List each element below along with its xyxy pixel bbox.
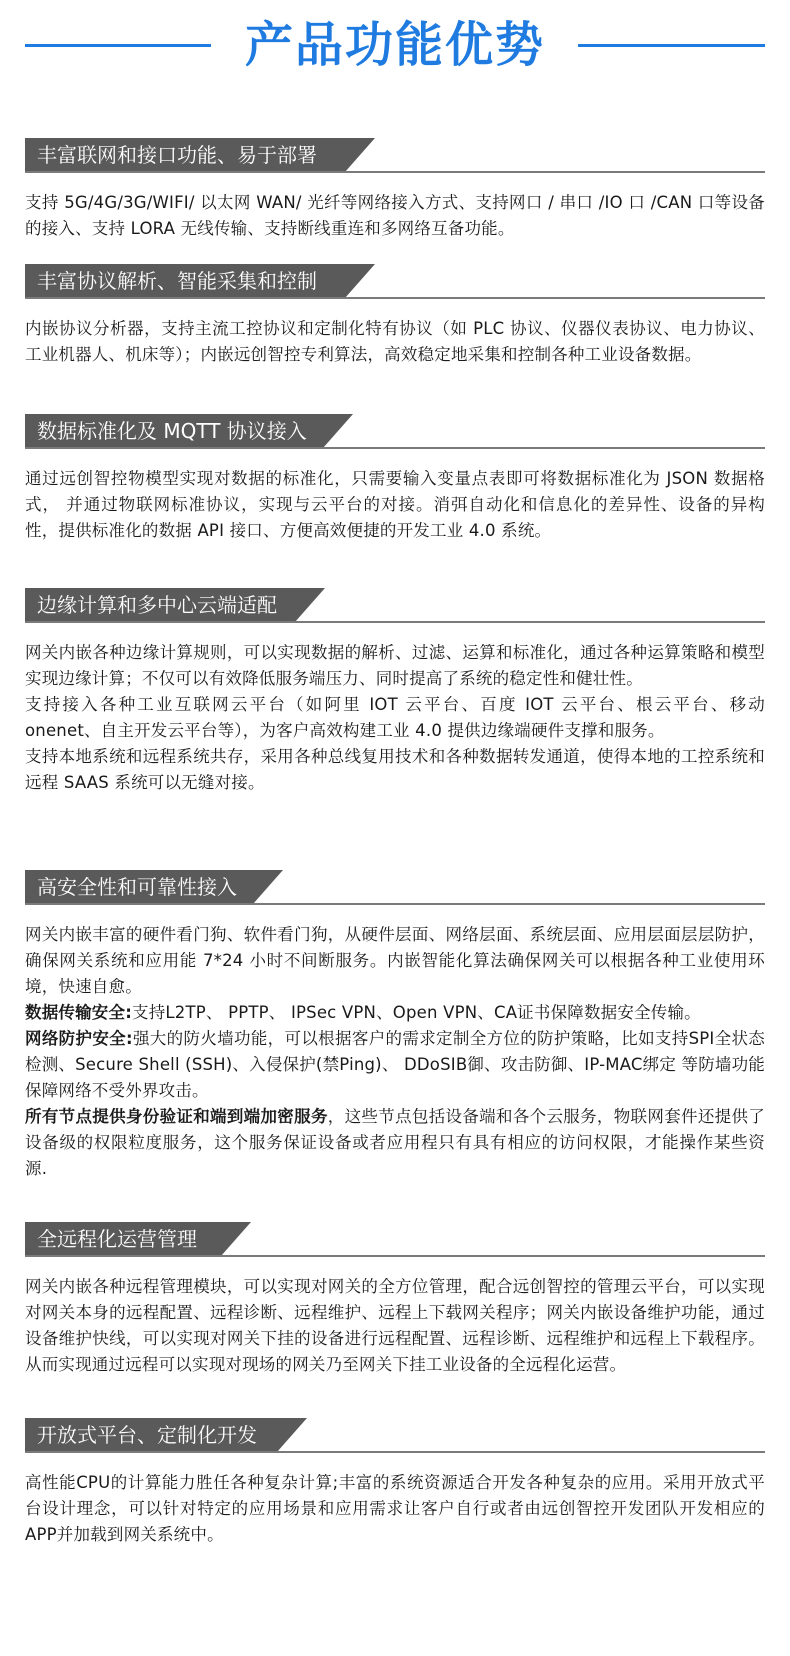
- section-heading: [25, 264, 765, 298]
- section-heading: [25, 1418, 765, 1452]
- paragraph: 通过远创智控物模型实现对数据的标准化，只需要输入变量点表即可将数据标准化为 JSON 数据格式， 并通过物联网标准协议，实现与云平台的对接。消弭自动化和信息化的差异性、设备的异构性，提供标准化的数据 API 接口、方便高效便捷的开发工业 4.0 系统。: [25, 469, 765, 540]
- section-body: [25, 190, 765, 242]
- section-edge-computing: [25, 588, 765, 796]
- section-heading: [25, 138, 765, 172]
- section-title: 丰富联网和接口功能、易于部署: [37, 143, 317, 167]
- paragraph: 高性能CPU的计算能力胜任各种复杂计算;丰富的系统资源适合开发各种复杂的应用。采用开放式平台设计理念，可以针对特定的应用场景和应用需求让客户自行或者由远创智控开发团队开发相应的APP并加载到网关系统中。: [25, 1473, 765, 1544]
- section-remote-ops: [25, 1222, 765, 1378]
- paragraph: 网关内嵌各种远程管理模块，可以实现对网关的全方位管理，配合远创智控的管理云平台，可以实现对网关本身的远程配置、远程诊断、远程维护、远程上下载网关程序；网关内嵌设备维护功能，通过设备维护快线，可以实现对网关下挂的设备进行远程配置、远程诊断、远程维护和远程上下载程序。从而实现通过远程可以实现对现场的网关乃至网关下挂工业设备的全远程化运营。: [25, 1277, 765, 1374]
- section-heading: [25, 870, 765, 904]
- section-body: [25, 316, 765, 368]
- page-title: 产品功能优势: [244, 17, 545, 73]
- section-open-platform: [25, 1418, 765, 1548]
- section-title: 开放式平台、定制化开发: [37, 1423, 257, 1447]
- security-item-label: 所有节点提供身份验证和端到端加密服务: [25, 1107, 328, 1126]
- paragraph: 支持 5G/4G/3G/WIFI/ 以太网 WAN/ 光纤等网络接入方式、支持网口 / 串口 /IO 口 /CAN 口等设备的接入、支持 LORA 无线传输、支持断线重连和多网络互备功能。: [25, 193, 765, 238]
- security-item: [25, 1104, 765, 1182]
- section-body: [25, 466, 765, 544]
- security-item-text: ，这些节点包括设备端和各个云服务，物联网套件还提供了设备级的权限粒度服务，这个服务保证设备或者应用程只有具有相应的访问权限，才能操作某些资源.: [25, 1107, 765, 1178]
- paragraph: 网关内嵌各种边缘计算规则，可以实现数据的解析、过滤、运算和标准化，通过各种运算策略和模型实现边缘计算；不仅可以有效降低服务端压力、同时提高了系统的稳定性和健壮性。: [25, 643, 765, 688]
- security-item: [25, 1000, 765, 1026]
- section-body: [25, 640, 765, 796]
- paragraph: 支持接入各种工业互联网云平台（如阿里 IOT 云平台、百度 IOT 云平台、根云平台、移动 onenet、自主开发云平台等），为客户高效构建工业 4.0 提供边缘端硬件支撑和服务。: [25, 695, 765, 740]
- section-mqtt: [25, 414, 765, 544]
- security-item-label: 网络防护安全:: [25, 1029, 133, 1048]
- section-body: [25, 922, 765, 1182]
- paragraph: 支持本地系统和远程系统共存，采用各种总线复用技术和各种数据转发通道，使得本地的工控系统和远程 SAAS 系统可以无缝对接。: [25, 747, 765, 792]
- section-title: 边缘计算和多中心云端适配: [37, 593, 277, 617]
- section-title: 丰富协议解析、智能采集和控制: [37, 269, 317, 293]
- section-body: [25, 1470, 765, 1548]
- section-title: 数据标准化及 MQTT 协议接入: [37, 419, 307, 443]
- security-item-text: 强大的防火墙功能，可以根据客户的需求定制全方位的防护策略，比如支持SPI全状态检测、Secure Shell (SSH)、入侵保护(禁Ping)、 DDoSIB御、攻击防御、IP-MAC绑定 等防墙功能保障网络不受外界攻击。: [25, 1029, 765, 1100]
- section-security: [25, 870, 765, 1182]
- section-body: [25, 1274, 765, 1378]
- section-heading: [25, 588, 765, 622]
- header-divider-right: [578, 44, 765, 47]
- section-title: 高安全性和可靠性接入: [37, 875, 237, 899]
- paragraph: 内嵌协议分析器，支持主流工控协议和定制化特有协议（如 PLC 协议、仪器仪表协议、电力协议、工业机器人、机床等）；内嵌远创智控专利算法，高效稳定地采集和控制各种工业设备数据。: [25, 319, 765, 364]
- section-protocol: [25, 264, 765, 368]
- section-networking: [25, 138, 765, 242]
- section-title: 全远程化运营管理: [37, 1227, 197, 1251]
- security-item-text: 支持L2TP、 PPTP、 IPSec VPN、Open VPN、CA证书保障数据安全传输。: [132, 1003, 701, 1022]
- section-heading: [25, 1222, 765, 1256]
- paragraph: 网关内嵌丰富的硬件看门狗、软件看门狗，从硬件层面、网络层面、系统层面、应用层面层层防护， 确保网关系统和应用能 7*24 小时不间断服务。内嵌智能化算法确保网关可以根据各种工业使用环境，快速自愈。: [25, 925, 765, 996]
- page-header: [0, 0, 790, 100]
- security-item-label: 数据传输安全:: [25, 1003, 132, 1022]
- security-item: [25, 1026, 765, 1104]
- section-heading: [25, 414, 765, 448]
